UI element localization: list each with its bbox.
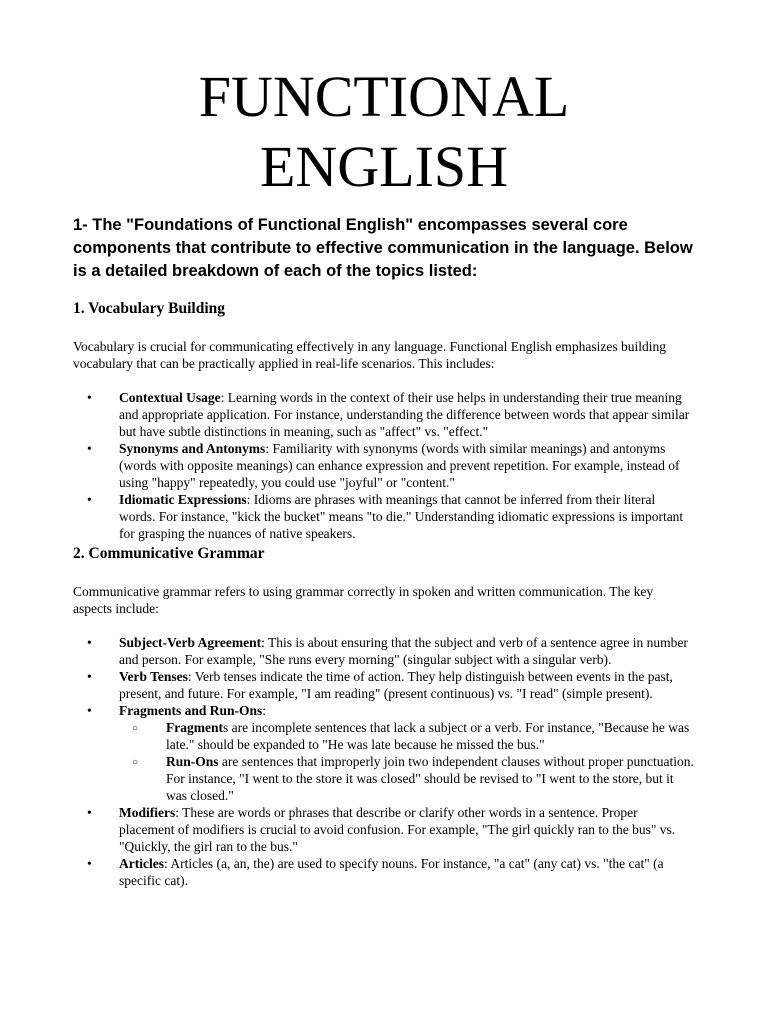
sub-list-item-term: Fragment [166, 720, 223, 735]
sub-list [119, 719, 695, 804]
sub-list-item-suffix: s [222, 720, 229, 735]
bullet-icon: • [87, 635, 92, 650]
section-2-paragraph: Communicative grammar refers to using grammar correctly in spoken and written communication. The key aspects include: [73, 584, 654, 616]
list-item [73, 702, 695, 804]
list-item-term: Fragments and Run-Ons [119, 703, 263, 718]
bullet-icon: • [87, 669, 92, 684]
list-item-term: Subject-Verb Agreement [119, 635, 262, 650]
list-item-term: Modifiers [119, 805, 176, 820]
bullet-icon: • [87, 492, 92, 507]
list-item-term: Idiomatic Expressions [119, 492, 247, 507]
sub-list-item-term: Run-Ons [166, 754, 219, 769]
document-title [73, 62, 695, 202]
sub-list-item [119, 719, 695, 753]
list-item [73, 389, 695, 440]
bullet-icon: • [87, 805, 92, 820]
list-item [73, 855, 695, 889]
title-line-1: FUNCTIONAL [198, 64, 570, 129]
sub-list-item [119, 753, 695, 804]
list-item-text: : Idioms are phrases with meanings that cannot be inferred from their literal words. For instance, "kick the bucket" means "to die." Understanding idiomatic expressions is important for grasping the nuances of native speakers. [119, 492, 684, 541]
list-item [73, 440, 695, 491]
list-item [73, 668, 695, 702]
list-item-term: Synonyms and Antonyms [119, 441, 266, 456]
title-line-2: ENGLISH [259, 134, 509, 199]
list-item-text: : [262, 703, 267, 718]
list-item-text: : Verb tenses indicate the time of action. They help distinguish between events in the past, present, and future. For example, "I am reading" (present continuous) vs. "I read" (simple present). [119, 669, 673, 701]
list-item-text: : Learning words in the context of their use helps in understanding their true meaning and appropriate application. For instance, understanding the difference between words that appear similar but have subtle distinctions in meaning, such as "affect" vs. "effect." [119, 390, 690, 439]
list-item [73, 491, 695, 542]
list-item-text: : This is about ensuring that the subject and verb of a sentence agree in number and person. For example, "She runs every morning" (singular subject with a singular verb). [119, 635, 688, 667]
list-item-text: : These are words or phrases that describe or clarify other words in a sentence. Proper placement of modifiers is crucial to avoid confusion. For example, "The girl quickly ran to the bus" vs. "Quickly, the girl ran to the bus." [119, 805, 676, 854]
list-item [73, 804, 695, 855]
list-item [73, 634, 695, 668]
list-item-text: : Articles (a, an, the) are used to specify nouns. For instance, "a cat" (any cat) vs. "the cat" (a specific cat). [119, 856, 664, 888]
circle-bullet-icon: ○ [132, 723, 139, 734]
bullet-icon: • [87, 703, 92, 718]
list-item-term: Contextual Usage [119, 390, 221, 405]
sub-list-item-text: are incomplete sentences that lack a subject or a verb. For instance, "Because he was late." should be expanded to "He was late because he missed the bus." [166, 720, 690, 752]
sub-list-item-text: are sentences that improperly join two independent clauses without proper punctuation. For instance, "I went to the store it was closed" should be revised to "I went to the store, but it was closed." [166, 754, 694, 803]
list-item-text: : Familiarity with synonyms (words with similar meanings) and antonyms (words with opposite meanings) can enhance expression and prevent repetition. For example, instead of using "happy" repeatedly, you could use "joyful" or "content." [119, 441, 680, 490]
bullet-icon: • [87, 856, 92, 871]
section-1-heading: 1. Vocabulary Building [73, 300, 226, 317]
list-item-term: Articles [119, 856, 164, 871]
bullet-icon: • [87, 390, 92, 405]
intro-paragraph: 1- The "Foundations of Functional English" encompasses several core components that contribute to effective communication in the language. Below is a detailed breakdown of each of the topics listed: [73, 216, 693, 280]
section-2-list [73, 634, 695, 889]
section-1-paragraph: Vocabulary is crucial for communicating effectively in any language. Functional English emphasizes building vocabulary that can be practically applied in real-life scenarios. This includes: [73, 339, 666, 371]
section-1-list [73, 389, 695, 542]
list-item-term: Verb Tenses [119, 669, 188, 684]
section-2-heading: 2. Communicative Grammar [73, 545, 265, 562]
circle-bullet-icon: ○ [132, 757, 139, 768]
bullet-icon: • [87, 441, 92, 456]
